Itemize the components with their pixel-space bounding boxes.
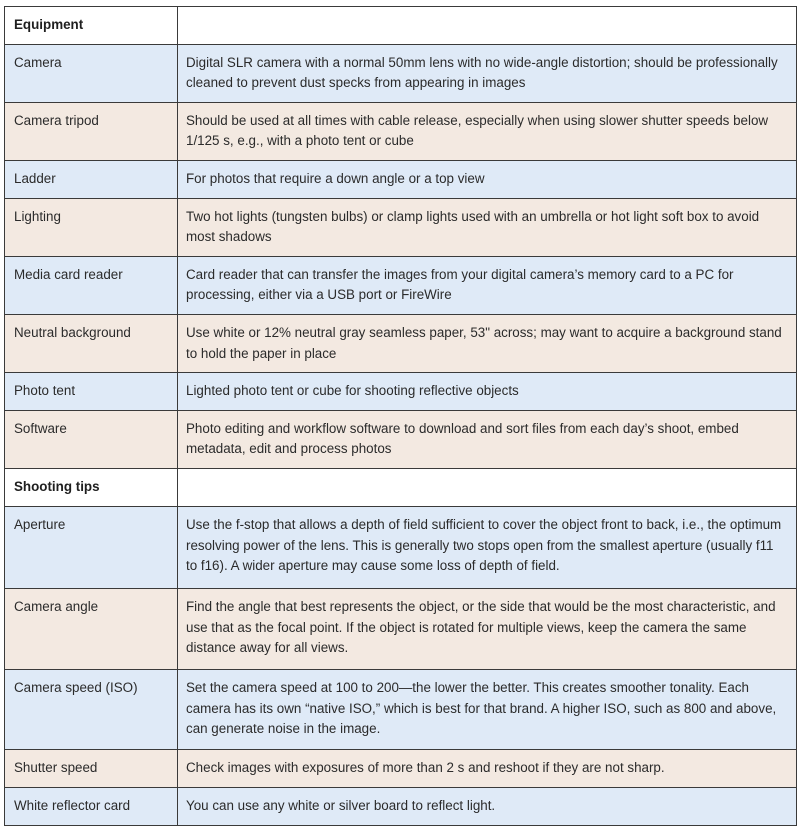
table-row [5, 749, 797, 787]
table-row [5, 506, 797, 588]
table-row [5, 410, 797, 468]
section-heading-empty-cell [178, 7, 797, 45]
row-description: For photos that require a down angle or a top view [178, 160, 797, 198]
table-body [5, 7, 797, 826]
table-row [5, 588, 797, 669]
photography-guide-table [4, 6, 797, 826]
section-header-row [5, 468, 797, 506]
section-heading: Equipment [5, 7, 178, 45]
row-description: Two hot lights (tungsten bulbs) or clamp lights used with an umbrella or hot light soft box to avoid most shadows [178, 198, 797, 256]
row-term: Aperture [5, 506, 178, 588]
row-term: Ladder [5, 160, 178, 198]
row-term: Neutral background [5, 314, 178, 372]
row-term: Lighting [5, 198, 178, 256]
row-term: Photo tent [5, 373, 178, 411]
table-row [5, 198, 797, 256]
row-term: Camera [5, 44, 178, 102]
row-description: Use the f-stop that allows a depth of field sufficient to cover the object front to back, i.e., the optimum resolving power of the lens. This is generally two stops open from the smallest aperture (usually f11 to f16). A wider aperture may cause some loss of depth of field. [178, 506, 797, 588]
row-description: You can use any white or silver board to reflect light. [178, 787, 797, 825]
row-term: White reflector card [5, 787, 178, 825]
table-row [5, 669, 797, 749]
table-row [5, 787, 797, 825]
table-row [5, 373, 797, 411]
row-description: Photo editing and workflow software to download and sort files from each day’s shoot, embed metadata, edit and process photos [178, 410, 797, 468]
section-heading-empty-cell [178, 468, 797, 506]
row-term: Media card reader [5, 256, 178, 314]
row-description: Use white or 12% neutral gray seamless paper, 53" across; may want to acquire a background stand to hold the paper in place [178, 314, 797, 372]
section-heading: Shooting tips [5, 468, 178, 506]
row-term: Software [5, 410, 178, 468]
row-description: Card reader that can transfer the images from your digital camera’s memory card to a PC for processing, either via a USB port or FireWire [178, 256, 797, 314]
row-description: Lighted photo tent or cube for shooting reflective objects [178, 373, 797, 411]
row-term: Camera speed (ISO) [5, 669, 178, 749]
row-term: Camera angle [5, 588, 178, 669]
table-row [5, 102, 797, 160]
row-description: Set the camera speed at 100 to 200—the lower the better. This creates smoother tonality. Each camera has its own “native ISO,” which is best for that brand. A higher ISO, such as 800 and above, can generate noise in the image. [178, 669, 797, 749]
table-row [5, 44, 797, 102]
table-row [5, 256, 797, 314]
section-header-row [5, 7, 797, 45]
row-description: Should be used at all times with cable release, especially when using slower shutter speeds below 1/125 s, e.g., with a photo tent or cube [178, 102, 797, 160]
row-description: Find the angle that best represents the object, or the side that would be the most characteristic, and use that as the focal point. If the object is rotated for multiple views, keep the camera the same distance away for all views. [178, 588, 797, 669]
row-description: Digital SLR camera with a normal 50mm lens with no wide-angle distortion; should be professionally cleaned to prevent dust specks from appearing in images [178, 44, 797, 102]
row-term: Shutter speed [5, 749, 178, 787]
row-term: Camera tripod [5, 102, 178, 160]
table-row [5, 160, 797, 198]
row-description: Check images with exposures of more than 2 s and reshoot if they are not sharp. [178, 749, 797, 787]
table-row [5, 314, 797, 372]
